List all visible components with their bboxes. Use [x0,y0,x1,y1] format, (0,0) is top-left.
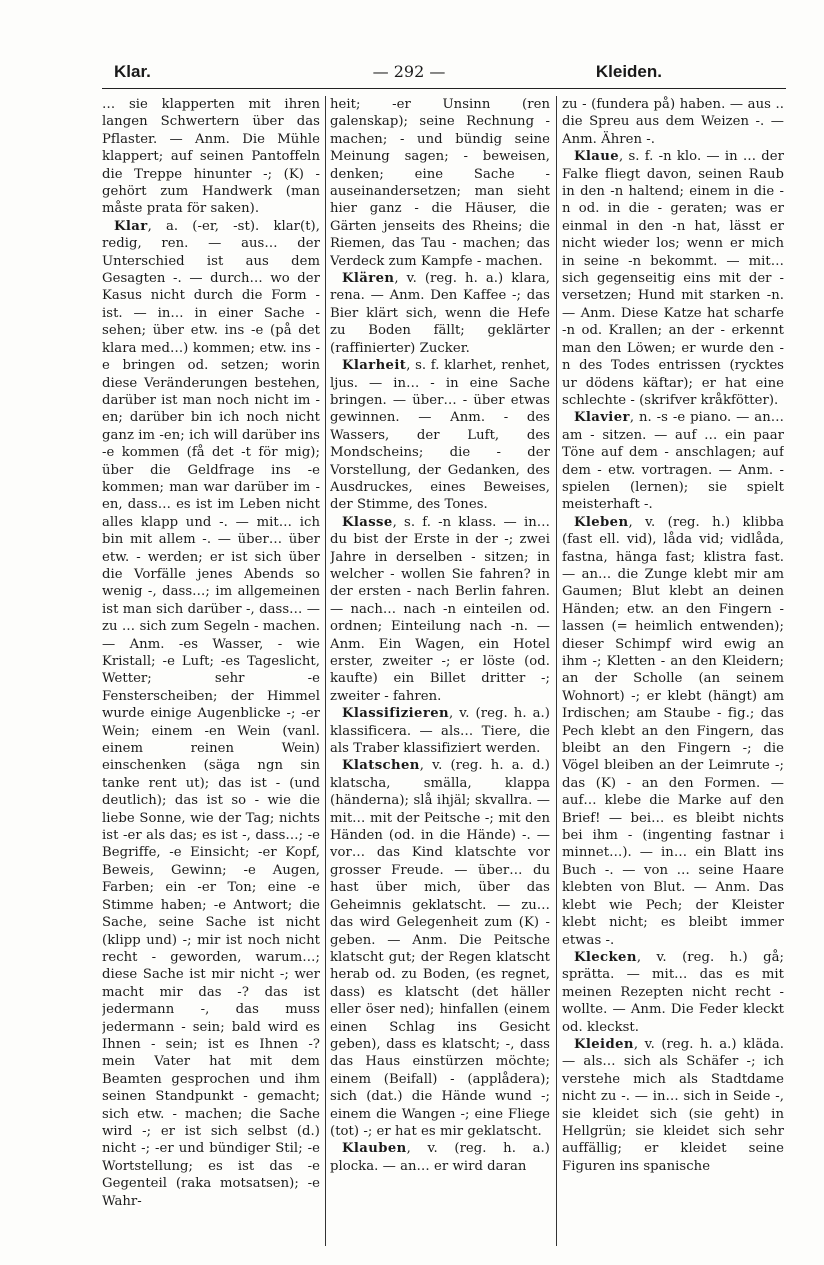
headword: Kleben [574,514,629,530]
headword: Klatschen [342,758,420,774]
page-number: — 292 — [372,62,446,81]
headword: Kleiden [574,1036,634,1052]
dictionary-entry: Kleiden, v. (reg. h. a.) kläda. — als… sich als Schäfer -; ich verstehe mich als Stadtdame nicht zu -. — in… sich in Seide -, sie kleidet sich (sie geht) in Hellgrün; sie kleidet sich sehr auffällig; er kleidet seine Figuren ins spanische [562,1036,784,1174]
header-left-catchword: Klar. [114,62,151,81]
headword: Klecken [574,949,637,965]
headword: Klavier [574,410,630,426]
column-2 [330,96,550,1246]
running-head [100,62,718,86]
dictionary-entry: Klauben, v. (reg. h. a.) plocka. — an… er wird daran [330,1141,550,1174]
headword: Klar [114,218,148,234]
column-3 [562,96,784,1246]
dictionary-entry: Klassifizieren, v. (reg. h. a.) klassificera. — als… Tiere, die als Traber klassifiziert werden. [330,706,550,757]
column-divider [556,96,557,1246]
dictionary-entry: Klar, a. (-er, -st). klar(t), redig, ren. — aus… der Unterschied ist aus dem Gesagten -. — durch… wo der Kasus nicht durch die Form - ist. — in… in einer Sache - sehen; über etw. ins -e (på det klara med…) kommen; etw. ins -e bringen od. setzen; worin diese Veränderungen bestehen, darüber ist man noch nicht im -en; darüber bin ich noch nicht ganz im -en; ich will darüber ins -e kommen (få det -t för mig); über die Geldfrage ins -e kommen; man war darüber im -en, dass… es ist im Leben nicht alles klapp und -. — mit… ich bin mit allem -. — über… über etw. - werden; er ist sich über die Vorfälle jenes Abends so wenig -, dass…; im allgemeinen ist man sich darüber -, dass… — zu … sich zum Segeln - machen. — Anm. -es Wasser, - wie Kristall; -e Luft; -es Tageslicht, Wetter; sehr -e Fensterscheiben; der Himmel wurde einige Augenblicke -; -er Wein; einem -en Wein (vanl. einem reinen Wein) einschenken (säga ngn sin tanke rent ut); das ist - (und deutlich); das ist so - wie die liebe Sonne, wie der Tag; nichts ist -er als das; es ist -, dass…; -e Begriffe, -e Einsicht; -er Kopf, Beweis, Gewinn; -e Augen, Farben; ein -er Ton; eine -e Stimme haben; -e Antwort; die Sache, seine Sache ist nicht (klipp und) -; mir ist noch nicht recht - geworden, warum…; diese Sache ist mir nicht -; wer macht mir das -? das ist jedermann -, das muss jedermann - sein; bald wird es Ihnen - sein; ist es Ihnen -? mein Vater hat mit dem Beamten gesprochen und ihm seinen Standpunkt - gemacht; sich etw. - machen; die Sache wird -; er ist sich selbst (d.) nicht -; -er und bündiger Stil; -e Wortstellung; es ist das -e Gegenteil (raka motsatsen); -e Wahr- [102,218,320,1209]
dictionary-entry: Klecken, v. (reg. h.) gå; sprätta. — mit… das es mit meinen Rezepten nicht recht - wollte. — Anm. Die Feder kleckt od. kleckst. [562,949,784,1035]
dictionary-entry: … sie klapperten mit ihren langen Schwertern über das Pflaster. — Anm. Die Mühle klappert; auf seinen Pantoffeln die Treppe hinunter -; (K) - gehört zum Handwerk (man måste prata för saken). [102,97,320,217]
headword: Klasse [342,514,393,530]
dictionary-entry: Klasse, s. f. -n klass. — in… du bist der Erste in der -; zwei Jahre in derselben - sitzen; in welcher - wollen Sie fahren? in der ersten - nach Berlin fahren. — nach… nach -n einteilen od. ordnen; Einteilung nach -n. — Anm. Ein Wagen, ein Hotel erster, zweiter -; er löste (od. kaufte) ein Billet dritter -; zweiter - fahren. [330,514,550,704]
headword: Klaue [574,149,619,165]
headword: Klassifizieren [342,706,449,722]
headword: Klauben [342,1141,407,1157]
dictionary-entry: Klären, v. (reg. h. a.) klara, rena. — Anm. Den Kaffee -; das Bier klärt sich, wenn die Hefe zu Boden fällt; geklärter (raffinierter) Zucker. [330,271,550,356]
header-rule [102,88,786,89]
column-divider [325,96,326,1246]
dictionary-entry: Klarheit, s. f. klarhet, renhet, ljus. — in… - in eine Sache bringen. — über… - über etwas gewinnen. — Anm. - des Wassers, der Luft, des Mondscheins; die - der Vorstellung, der Gedanken, des Ausdruckes, eines Beweises, der Stimme, des Tones. [330,358,550,513]
dictionary-entry: Kleben, v. (reg. h.) klibba (fast ell. vid), låda vid; vidlåda, fastna, hänga fast; klistra fast. — an… die Zunge klebt mir am Gaumen; Blut klebt an deinen Händen; etw. an den Fingern - lassen (= heimlich entwenden); dieser Schimpf wird ewig an ihm -; Kletten - an den Kleidern; an der Scholle (an seinem Wohnort) -; er klebt (hängt) am Irdischen; am Staube - fig.; das Pech klebt an den Fingern, das bleibt an den Fingern -; die Vögel bleiben an der Leimrute -; das (K) - an den Formen. — auf… klebe die Marke auf den Brief! — bei… es bleibt nichts bei ihm - (ingenting fastnar i minnet…). — in… ein Blatt ins Buch -. — von … seine Haare klebten von Blut. — Anm. Das klebt wie Pech; der Kleister klebt nicht; es bleibt immer etwas -. [562,514,784,948]
headword: Klären [342,271,395,287]
header-right-catchword: Kleiden. [595,62,662,81]
dictionary-entry: Klavier, n. -s -e piano. — an… am - sitzen. — auf … ein paar Töne auf dem - anschlagen; auf dem - etw. vortragen. — Anm. - spielen (lernen); sie spielt meisterhaft -. [562,410,784,513]
dictionary-entry: Klaue, s. f. -n klo. — in … der Falke fliegt davon, seinen Raub in den -n haltend; einem in die -n od. in die - geraten; was er einmal in den -n hat, lässt er nicht wieder los; wenn er mich in seine -n bekommt. — mit… sich gegenseitig eins mit der - versetzen; Hund mit starken -n. — Anm. Diese Katze hat scharfe -n od. Krallen; an der - erkennt man den Löwen; er wurde den -n des Todes entrissen (rycktes ur dödens käftar); er hat eine schlechte - (skrifver kråkfötter). [562,149,784,408]
dictionary-entry: zu - (fundera på) haben. — aus .. die Spreu aus dem Weizen -. — Anm. Ähren -. [562,97,784,147]
dictionary-entry: Klatschen, v. (reg. h. a. d.) klatscha, smälla, klappa (händerna); slå ihjäl; skvallra. — mit… mit der Peitsche -; mit den Händen (od. in die Hände) -. — vor… das Kind klatschte vor grosser Freude. — über… du hast über mich, über das Geheimnis geklatscht. — zu… das wird Gelegenheit zum (K) - geben. — Anm. Die Peitsche klatscht gut; der Regen klatscht herab od. zu Boden, (es regnet, dass) es klatscht (det häller eller öser ned); hinfallen (einem einen Schlag ins Gesicht geben), dass es klatscht; -, dass das Haus einstürzen möchte; einem (Beifall) - (applådera); sich (dat.) die Hände wund -; einem die Wangen -; eine Fliege (tot) -; er hat es mir geklatscht. [330,758,550,1139]
column-1 [102,96,320,1246]
headword: Klarheit [342,358,407,374]
dictionary-entry: heit; -er Unsinn (ren galenskap); seine Rechnung - machen; - und bündig seine Meinung sagen; - beweisen, denken; eine Sache - auseinandersetzen; man sieht hier ganz - die Häuser, die Gärten jenseits des Rheins; die Riemen, das Tau - machen; das Verdeck zum Kampfe - machen. [330,97,550,269]
